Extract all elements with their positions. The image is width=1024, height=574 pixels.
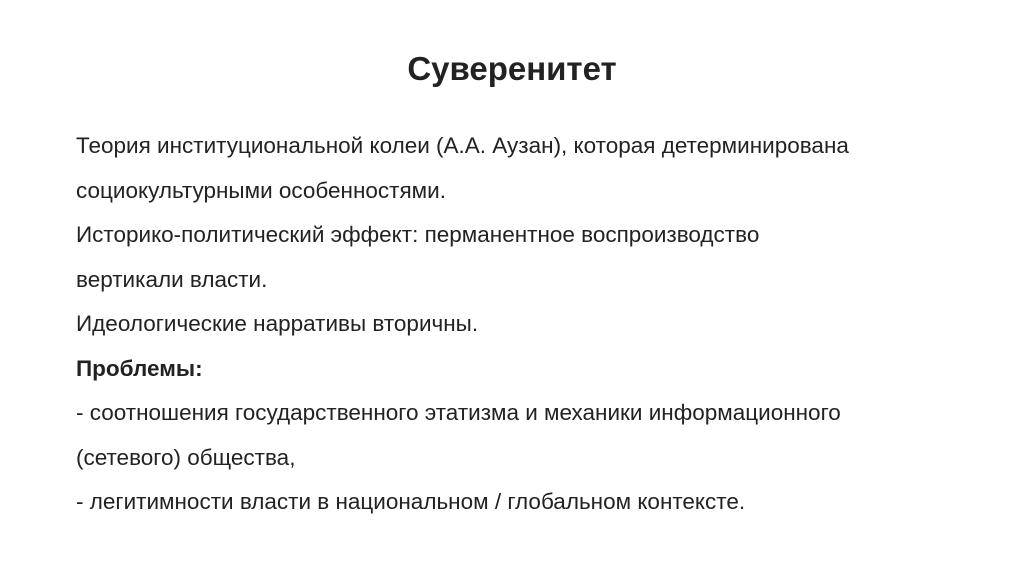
body-line-path-dependence: Теория институциональной колеи (А.А. Аузан), которая детерминирована xyxy=(76,133,849,158)
body-line-power-vertical: вертикали власти. xyxy=(76,266,268,292)
problem-item-etatism: - соотношения государственного этатизма и механики информационного xyxy=(76,400,841,425)
slide-body xyxy=(76,124,976,525)
slide-title: Суверенитет xyxy=(407,50,617,87)
body-line-sociocultural: социокультурными особенностями. xyxy=(76,177,446,203)
body-line-historical-effect: Историко-политический эффект: перманентное воспроизводство xyxy=(76,222,760,247)
problems-heading: Проблемы: xyxy=(76,355,203,381)
problem-item-network-society: (сетевого) общества, xyxy=(76,444,296,470)
problem-item-legitimacy: - легитимности власти в национальном / глобальном контексте. xyxy=(76,489,746,514)
body-line-ideological-narratives: Идеологические нарративы вторичны. xyxy=(76,311,479,336)
